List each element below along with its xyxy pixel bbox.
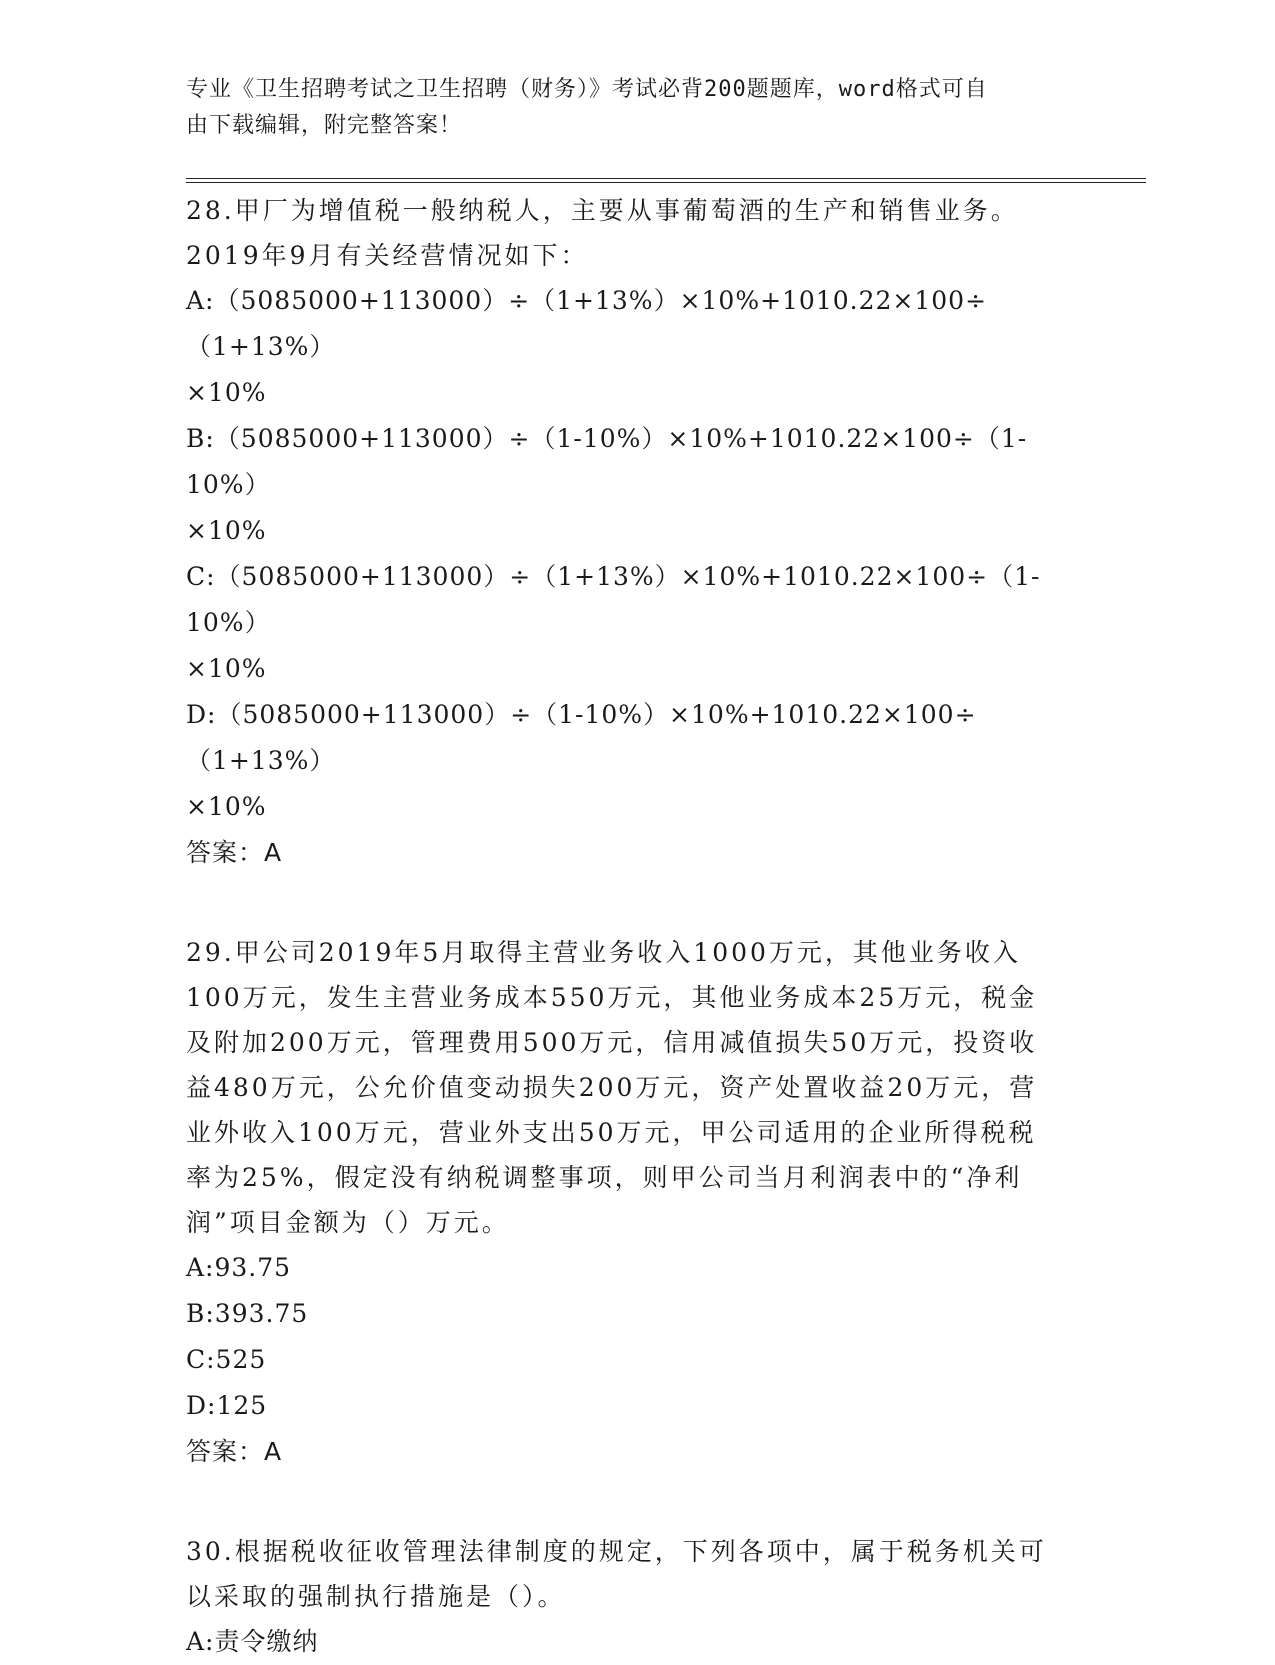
question-stem-line: 业外收入100万元，营业外支出50万元，甲公司适用的企业所得税税 (186, 1118, 1037, 1147)
option-d: D:125 (186, 1391, 268, 1420)
question-stem-line: 益480万元，公允价值变动损失200万元，资产处置收益20万元，营 (186, 1073, 1038, 1102)
answer-line: 答案：A (186, 838, 283, 867)
question-list (186, 188, 1066, 1665)
question-stem-line: 100万元，发生主营业务成本550万元，其他业务成本25万元，税金 (186, 983, 1038, 1012)
option-b: B:393.75 (186, 1299, 309, 1328)
question-30 (186, 1529, 1066, 1665)
option-c-continued: ×10% (186, 654, 267, 683)
question-stem-line: 以采取的强制执行措施是（）。 (186, 1582, 566, 1611)
header-line-2: 由下载编辑，附完整答案！ (186, 113, 463, 138)
question-stem-line: 及附加200万元，管理费用500万元，信用减值损失50万元，投资收 (186, 1028, 1038, 1057)
question-stem-line: 率为25%，假定没有纳税调整事项，则甲公司当月利润表中的“净利 (186, 1163, 1023, 1192)
option-a: A:（5085000+113000）÷（1+13%）×10%+1010.22×100÷（1+13%） (186, 286, 988, 361)
option-a: A:93.75 (186, 1253, 292, 1282)
question-spacer (186, 1475, 1066, 1529)
document-header (186, 72, 1066, 144)
question-29 (186, 930, 1066, 1475)
option-c: C:（5085000+113000）÷（1+13%）×10%+1010.22×100÷（1-10%） (186, 562, 1041, 637)
question-stem-line: 润”项目金额为（）万元。 (186, 1208, 510, 1237)
option-a-continued: ×10% (186, 378, 267, 407)
question-stem-line: 28.甲厂为增值税一般纳税人，主要从事葡萄酒的生产和销售业务。 (186, 196, 1019, 225)
question-stem-line: 29.甲公司2019年5月取得主营业务收入1000万元，其他业务收入 (186, 938, 1021, 967)
option-d-continued: ×10% (186, 792, 267, 821)
question-28 (186, 188, 1066, 876)
question-stem-line: 30.根据税收征收管理法律制度的规定，下列各项中，属于税务机关可 (186, 1537, 1047, 1566)
answer-line: 答案：A (186, 1437, 283, 1466)
option-c: C:525 (186, 1345, 267, 1374)
question-stem-line: 2019年9月有关经营情况如下： (186, 241, 589, 270)
question-spacer (186, 876, 1066, 930)
header-line-1: 专业《卫生招聘考试之卫生招聘（财务）》考试必背200题题库，word格式可自 (186, 77, 988, 102)
option-b-continued: ×10% (186, 516, 267, 545)
option-b: B:（5085000+113000）÷（1-10%）×10%+1010.22×100÷（1-10%） (186, 424, 1028, 499)
option-a: A:责令缴纳 (186, 1627, 319, 1656)
header-divider (186, 178, 1146, 183)
document-page (186, 0, 1146, 1656)
option-d: D:（5085000+113000）÷（1-10%）×10%+1010.22×100÷（1+13%） (186, 700, 977, 775)
